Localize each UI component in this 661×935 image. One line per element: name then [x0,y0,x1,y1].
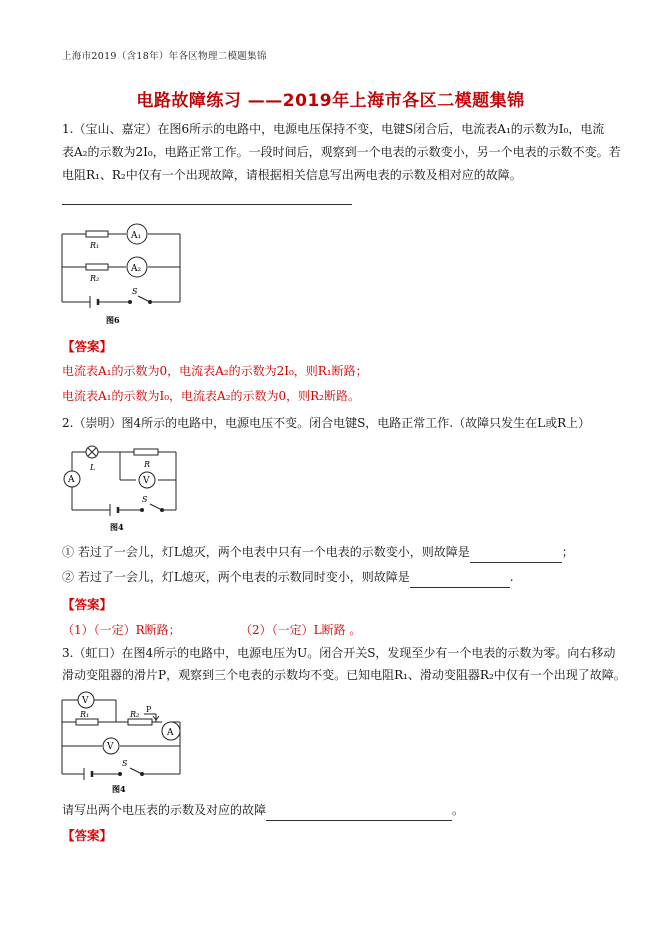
page-header: 上海市2019（含18年）年各区物理二模题集锦 [62,51,267,62]
q2-answer-tag: 【答案】 [62,597,113,612]
q3-line-2: 滑动变阻器的滑片P，观察到三个电表的示数均不变。已知电阻R₁、滑动变阻器R₂中仅有一个出现了故障。 [62,668,626,682]
q1-circuit-diagram [58,222,188,332]
q1-r2-label: R₂ [90,274,100,283]
q1-resistor-r2 [86,264,108,270]
q1-resistor-r1 [86,231,108,237]
q2-sub2-blank[interactable] [410,573,510,588]
q1-answer-blank[interactable] [62,204,352,205]
q1-a1-label: A₁ [131,231,142,241]
q3-v2-label: V [107,742,114,752]
q2-figure-label: 图4 [110,522,124,532]
q2-answer-2: （2）（一定）L断路 。 [240,623,362,637]
q2-a-label: A [68,475,75,485]
q2-sub2-end: . [509,570,514,584]
q2-resistor-r [134,449,158,455]
q1-line-3: 电阻R₁、R₂中仅有一个出现故障，请根据相关信息写出两电表的示数及相对应的故障。 [62,168,522,182]
q3-resistor-r1 [76,719,98,725]
q2-s-label: S [142,495,148,504]
q3-prompt-end: 。 [452,803,465,817]
q3-r2-label: R₂ [130,710,140,719]
q1-line-1: 1.（宝山、嘉定）在图6所示的电路中，电源电压保持不变，电键S闭合后，电流表A₁的示数为I₀，电流 [62,122,605,136]
q1-answer-line-2: 电流表A₁的示数为I₀，电流表A₂的示数为0，则R₂断路。 [62,389,360,403]
q2-sub-question-2 [62,566,514,588]
q2-l-label: L [90,463,96,472]
q3-s-label: S [122,759,128,768]
q1-line-2: 表A₂的示数为2I₀，电路正常工作。一段时间后，观察到一个电表的示数变小，另一个电表的示数不变。若 [62,145,621,159]
q1-figure-label: 图6 [106,315,120,325]
page-title: 电路故障练习 ——2019年上海市各区二模题集锦 [136,91,525,111]
q3-answer-tag: 【答案】 [62,828,113,843]
q2-r-label: R [144,460,151,469]
q2-circuit-diagram [58,440,188,535]
q3-r1-label: R₁ [80,710,90,719]
q2-sub-question-1 [62,541,574,563]
q1-s-label: S [132,287,138,296]
q3-prompt [62,799,464,821]
q3-circuit-diagram [56,690,191,800]
q3-prompt-text: 请写出两个电压表的示数及对应的故障 [62,803,267,817]
q3-figure-label: 图4 [112,784,126,794]
q1-answer-tag: 【答案】 [62,339,113,354]
q2-line-1: 2.（崇明）图4所示的电路中，电源电压不变。闭合电键S，电路正常工作.（故障只发生在L或R上） [62,416,591,430]
q1-r1-label: R₁ [90,241,100,250]
q3-a-label: A [167,728,174,738]
q2-sub2-text: ② 若过了一会儿，灯L熄灭，两个电表的示数同时变小，则故障是 [62,570,410,584]
q1-a2-label: A₂ [131,264,142,274]
q3-v1-label: V [82,696,89,706]
q3-line-1: 3.（虹口）在图4所示的电路中，电源电压为U。闭合开关S，发现至少有一个电表的示数为零。向右移动 [62,646,616,660]
q2-sub1-end: ； [561,545,574,559]
q2-sub1-blank[interactable] [470,548,562,563]
q3-p-label: P [146,705,152,714]
q3-rheostat-r2 [128,719,152,725]
q2-v-label: V [143,476,150,486]
q3-answer-blank[interactable] [266,806,452,821]
q2-sub1-text: ① 若过了一会儿，灯L熄灭，两个电表中只有一个电表的示数变小，则故障是 [62,545,470,559]
q2-answer-1: （1）（一定）R断路； [62,623,181,637]
q1-answer-line-1: 电流表A₁的示数为0，电流表A₂的示数为2I₀，则R₁断路； [62,364,368,378]
